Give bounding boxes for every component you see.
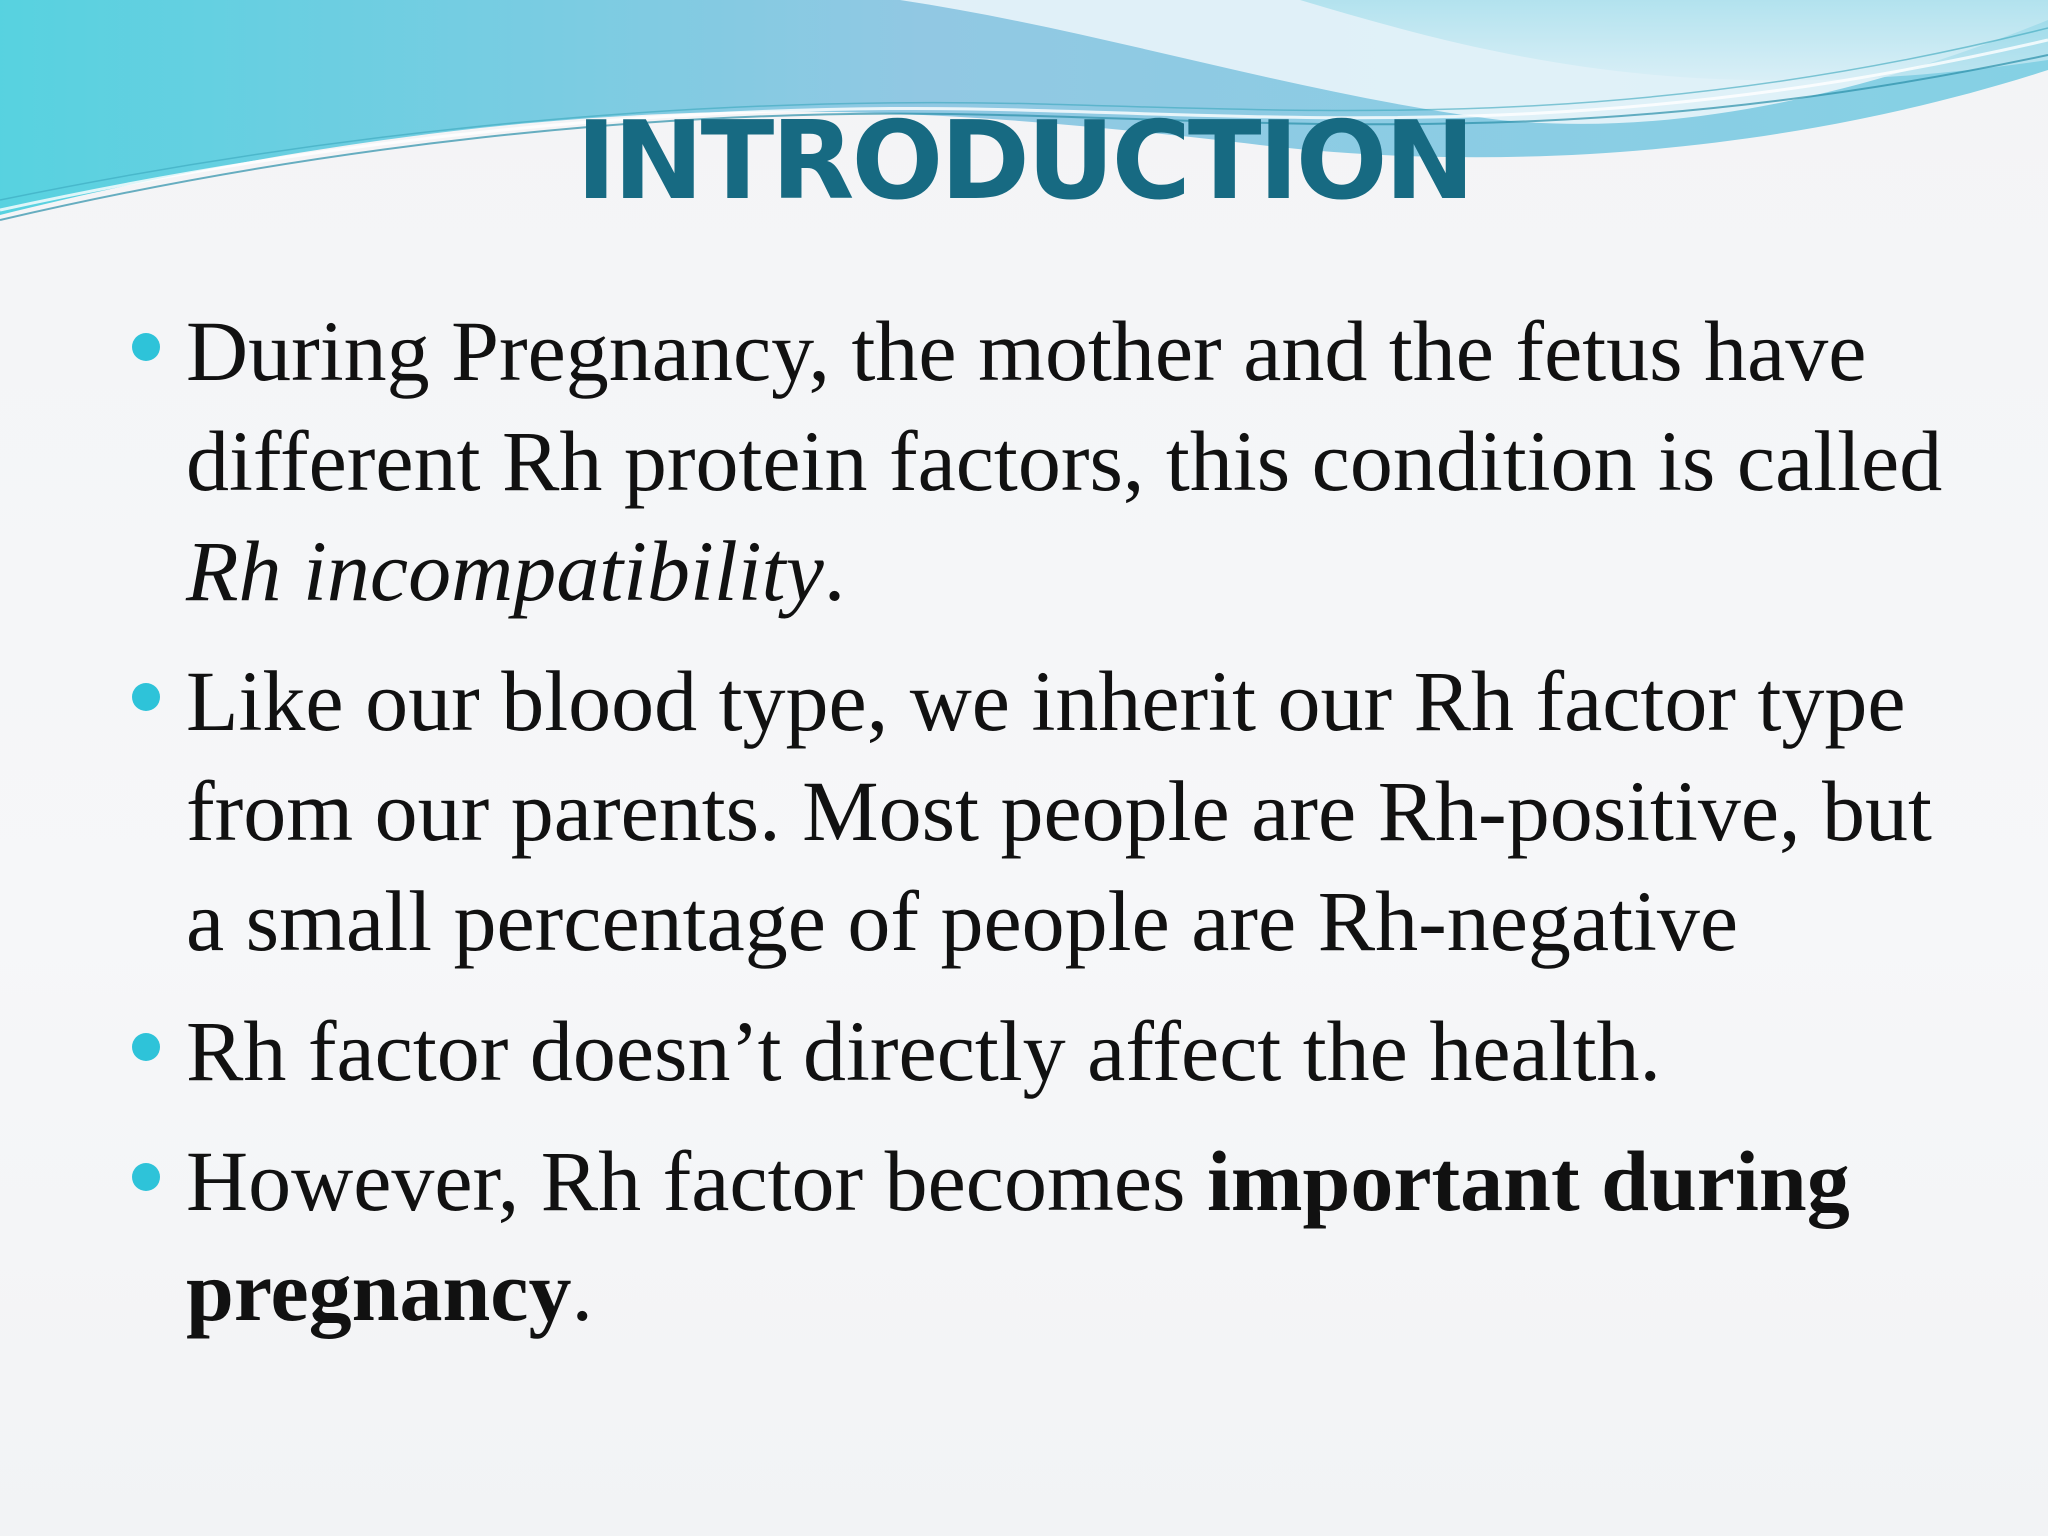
- bullet-text: However, Rh factor becomes: [186, 1133, 1207, 1229]
- bullet-item-pregnancy: [186, 1126, 1986, 1346]
- bullet-text-end: .: [823, 523, 846, 619]
- bullet-text: Like our blood type, we inherit our Rh factor type from our parents. Most people are Rh-positive, but a small percentage of people are Rh-negative: [186, 653, 1932, 969]
- slide-title: INTRODUCTION: [576, 99, 1472, 224]
- bullet-dot-icon: [132, 1033, 160, 1061]
- bullet-dot-icon: [132, 333, 160, 361]
- bullet-list: [186, 296, 1986, 1366]
- bullet-text: During Pregnancy, the mother and the fetus have different Rh protein factors, this condition is called: [186, 303, 1943, 509]
- bullet-text-end: .: [571, 1243, 593, 1339]
- bullet-text: Rh factor doesn’t directly affect the health.: [186, 1003, 1661, 1099]
- bullet-item-health: [186, 996, 1986, 1106]
- bullet-text-italic: Rh incompatibility: [186, 523, 824, 619]
- bullet-text-bold: important during pregnancy: [186, 1133, 1850, 1339]
- bullet-item-inherit-rh: [186, 646, 1986, 976]
- bullet-dot-icon: [132, 1163, 160, 1191]
- bullet-item-rh-incompatibility: [186, 296, 1986, 626]
- bullet-dot-icon: [132, 683, 160, 711]
